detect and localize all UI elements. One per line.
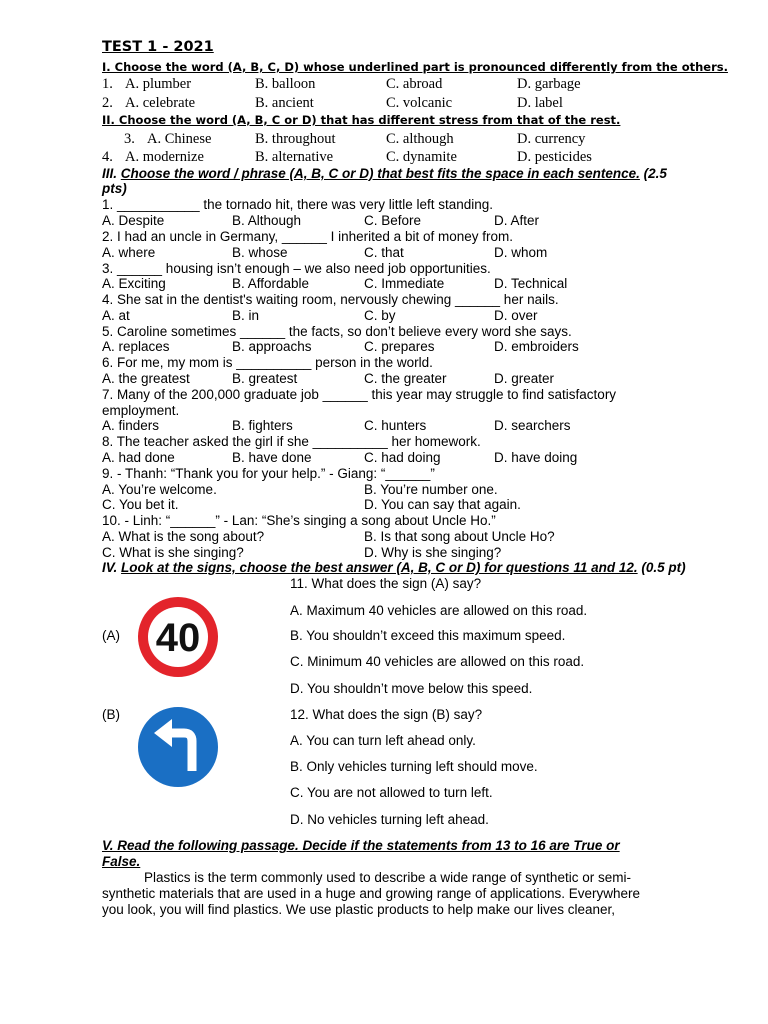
passage-line-2: synthetic materials that are used in a huge and growing range of applications. Everywhere xyxy=(102,886,641,901)
s3-q7-option-b: B. fighters xyxy=(232,418,293,433)
section-5-heading: V. Read the following passage. Decide if the statements from 13 to 16 are True or xyxy=(102,838,620,853)
sign-b-disc xyxy=(137,706,219,788)
s3-q7-option-c: C. hunters xyxy=(364,418,427,433)
s3-q3-option-d: D. Technical xyxy=(494,276,568,291)
q3-number: 3. xyxy=(124,131,135,147)
s3-q5-option-d: D. embroiders xyxy=(494,339,579,354)
passage-line-1: Plastics is the term commonly used to describe a wide range of synthetic or semi- xyxy=(144,870,631,885)
section-4-points: (0.5 pt) xyxy=(637,560,686,575)
s3-q5-option-b: B. approachs xyxy=(232,339,312,354)
q2-number: 2. xyxy=(102,95,113,111)
q3-option-a: A. Chinese xyxy=(147,131,212,147)
s3-q7-option-d: D. searchers xyxy=(494,418,571,433)
q3-option-b: B. throughout xyxy=(255,131,336,147)
q3-option-c: C. although xyxy=(386,131,454,147)
section-4-prefix: IV. xyxy=(102,560,118,575)
s3-q3-option-a: A. Exciting xyxy=(102,276,166,291)
s3-q4-option-b: B. in xyxy=(232,308,260,323)
s3-q6-option-d: D. greater xyxy=(494,371,555,386)
s3-q7-stem: 7. Many of the 200,000 graduate job ______ this year may struggle to find satisfactory xyxy=(102,387,617,402)
section-1-heading: I. Choose the word (A, B, C, D) whose underlined part is pronounced differently from the others. xyxy=(102,60,728,74)
s3-q9-option-a: A. You’re welcome. xyxy=(102,482,217,497)
s3-q2-option-b: B. whose xyxy=(232,245,288,260)
page-title: TEST 1 - 2021 xyxy=(102,39,214,55)
s3-q5-option-a: A. replaces xyxy=(102,339,170,354)
q1-option-d: D. garbage xyxy=(517,76,581,92)
s3-q7-stem-cont: employment. xyxy=(102,403,180,418)
s3-q4-option-d: D. over xyxy=(494,308,538,323)
section-5-heading-cont: False. xyxy=(102,854,141,869)
s3-q8-option-d: D. have doing xyxy=(494,450,578,465)
s3-q8-option-b: B. have done xyxy=(232,450,312,465)
q4-option-c: C. dynamite xyxy=(386,149,457,165)
s3-q4-option-c: C. by xyxy=(364,308,396,323)
s3-q5-option-c: C. prepares xyxy=(364,339,435,354)
sign-a-number: 40 xyxy=(155,616,201,660)
q4-option-b: B. alternative xyxy=(255,149,334,165)
s3-q2-option-c: C. that xyxy=(364,245,404,260)
section-3-prefix: III. xyxy=(102,166,118,181)
s3-q1-option-a: A. Despite xyxy=(102,213,165,228)
passage-line-3: you look, you will find plastics. We use plastic products to help make our lives cleaner, xyxy=(102,902,615,917)
s3-q9-option-c: C. You bet it. xyxy=(102,497,179,512)
q3-option-d: D. currency xyxy=(517,131,586,147)
q4-option-a: A. modernize xyxy=(125,149,204,165)
q1-option-c: C. abroad xyxy=(386,76,443,92)
s4-q11-option-c: C. Minimum 40 vehicles are allowed on this road. xyxy=(290,654,585,669)
sign-b-label: (B) xyxy=(102,707,120,722)
s4-q12-option-b: B. Only vehicles turning left should move. xyxy=(290,759,538,774)
sign-a-label: (A) xyxy=(102,628,120,643)
s3-q10-option-a: A. What is the song about? xyxy=(102,529,265,544)
q2-option-a: A. celebrate xyxy=(125,95,196,111)
q2-option-b: B. ancient xyxy=(255,95,314,111)
s3-q8-stem: 8. The teacher asked the girl if she __________ her homework. xyxy=(102,434,481,449)
section-4-heading xyxy=(102,560,686,575)
s3-q1-option-b: B. Although xyxy=(232,213,302,228)
speed-limit-40-sign xyxy=(134,593,222,681)
q1-number: 1. xyxy=(102,76,113,92)
s3-q8-option-a: A. had done xyxy=(102,450,175,465)
s3-q9-stem: 9. - Thanh: “Thank you for your help.” - Giang: “______” xyxy=(102,466,435,481)
s4-q12-stem: 12. What does the sign (B) say? xyxy=(290,707,483,722)
s3-q2-stem: 2. I had an uncle in Germany, ______ I inherited a bit of money from. xyxy=(102,229,513,244)
s4-q11-option-a: A. Maximum 40 vehicles are allowed on this road. xyxy=(290,603,588,618)
q2-option-c: C. volcanic xyxy=(386,95,453,111)
s3-q5-stem: 5. Caroline sometimes ______ the facts, so don’t believe every word she says. xyxy=(102,324,572,339)
s4-q12-option-a: A. You can turn left ahead only. xyxy=(290,733,476,748)
s3-q6-stem: 6. For me, my mom is __________ person in the world. xyxy=(102,355,433,370)
s3-q10-option-b: B. Is that song about Uncle Ho? xyxy=(364,529,555,544)
s3-q8-option-c: C. had doing xyxy=(364,450,441,465)
q1-option-b: B. balloon xyxy=(255,76,316,92)
s4-q12-option-d: D. No vehicles turning left ahead. xyxy=(290,812,489,827)
section-2-heading: II. Choose the word (A, B, C or D) that has different stress from that of the rest. xyxy=(102,113,621,127)
s4-q11-stem: 11. What does the sign (A) say? xyxy=(290,576,482,591)
s3-q9-option-b: B. You’re number one. xyxy=(364,482,498,497)
section-3-points: (2.5 xyxy=(639,166,667,181)
s4-q11-option-b: B. You shouldn’t exceed this maximum speed. xyxy=(290,628,566,643)
s3-q4-option-a: A. at xyxy=(102,308,130,323)
s4-q11-option-d: D. You shouldn’t move below this speed. xyxy=(290,681,533,696)
s3-q10-option-c: C. What is she singing? xyxy=(102,545,244,560)
s3-q7-option-a: A. finders xyxy=(102,418,160,433)
s3-q4-stem: 4. She sat in the dentist's waiting room, nervously chewing ______ her nails. xyxy=(102,292,559,307)
s3-q2-option-d: D. whom xyxy=(494,245,548,260)
s3-q9-option-d: D. You can say that again. xyxy=(364,497,521,512)
section-3-heading xyxy=(102,166,667,181)
s3-q10-option-d: D. Why is she singing? xyxy=(364,545,502,560)
turn-left-ahead-sign xyxy=(134,703,222,791)
s3-q2-option-a: A. where xyxy=(102,245,156,260)
section-4-title: Look at the signs, choose the best answer (A, B, C or D) for questions 11 and 12. xyxy=(121,560,638,575)
q4-number: 4. xyxy=(102,149,113,165)
q2-option-d: D. label xyxy=(517,95,563,111)
s3-q3-option-b: B. Affordable xyxy=(232,276,310,291)
section-3-title: Choose the word / phrase (A, B, C or D) that best fits the space in each sentence. xyxy=(120,166,640,181)
s4-q12-option-c: C. You are not allowed to turn left. xyxy=(290,785,493,800)
q1-option-a: A. plumber xyxy=(125,76,192,92)
s3-q6-option-a: A. the greatest xyxy=(102,371,190,386)
s3-q10-stem: 10. - Linh: “______” - Lan: “She’s singing a song about Uncle Ho.” xyxy=(102,513,496,528)
s3-q3-stem: 3. ______ housing isn’t enough – we also need job opportunities. xyxy=(102,261,491,276)
s3-q1-option-c: C. Before xyxy=(364,213,422,228)
q4-option-d: D. pesticides xyxy=(517,149,592,165)
section-3-points-cont: pts) xyxy=(102,181,127,196)
s3-q6-option-c: C. the greater xyxy=(364,371,447,386)
s3-q1-stem: 1. ___________ the tornado hit, there was very little left standing. xyxy=(102,197,494,212)
s3-q1-option-d: D. After xyxy=(494,213,540,228)
s3-q6-option-b: B. greatest xyxy=(232,371,298,386)
s3-q3-option-c: C. Immediate xyxy=(364,276,445,291)
